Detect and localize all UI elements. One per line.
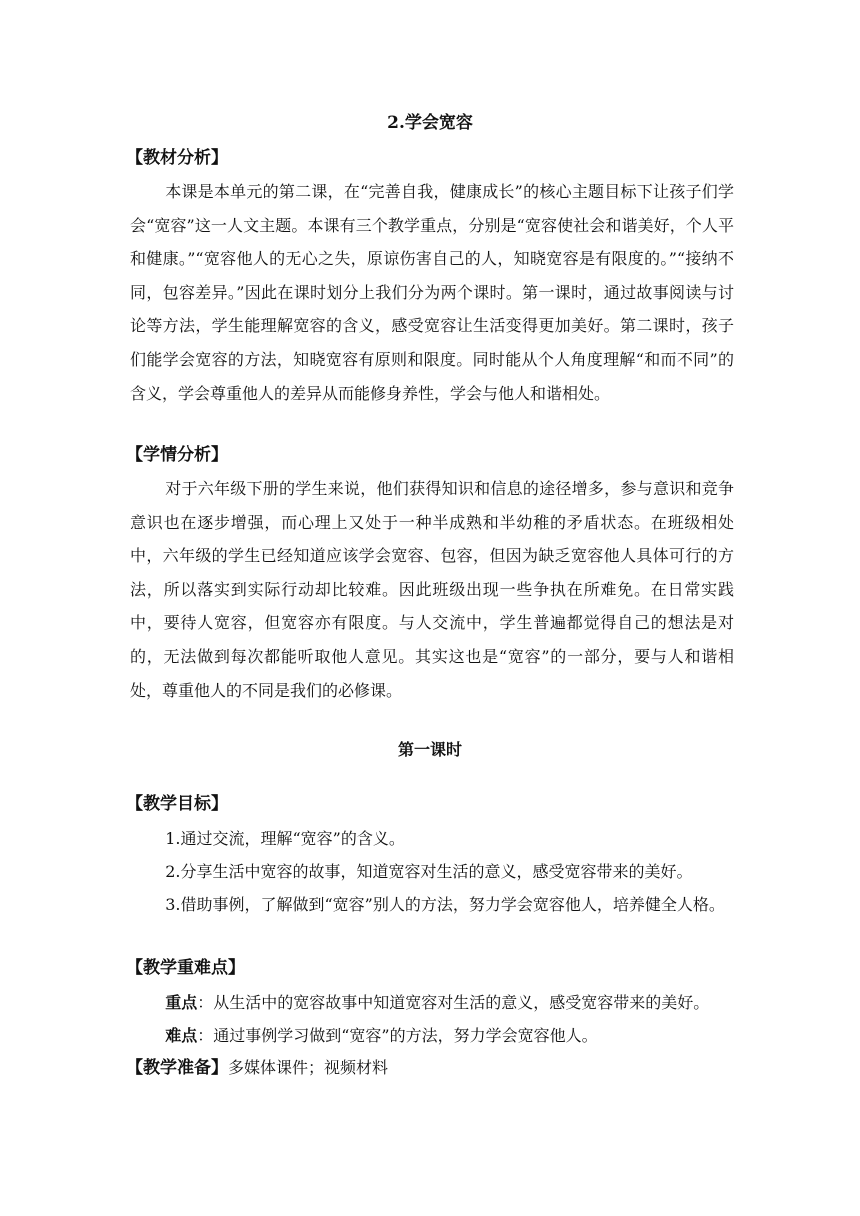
student-analysis-text: 对于六年级下册的学生来说，他们获得知识和信息的途径增多，参与意识和竞争意识也在逐步增强，而心理上又处于一种半成熟和半幼稚的矛盾状态。在班级相处中，六年级的学生已经知道应该学会宽容、包容，但因为缺乏宽容他人具体可行的方法，所以落实到实际行动却比较难。因此班级出现一些争执在所难免。在日常实践中，要待人宽容，但宽容亦有限度。与人交流中，学生普遍都觉得自己的想法是对的，无法做到每次都能听取他人意见。其实这也是“宽容”的一部分，要与人和谐相处，尊重他人的不同是我们的必修课。 bbox=[130, 479, 734, 700]
objectives-heading: 【教学目标】 bbox=[126, 794, 228, 814]
lesson-title: 第一课时 bbox=[397, 740, 462, 759]
preparation-heading: 【教学准备】 bbox=[126, 1058, 228, 1078]
focus-text: ：从生活中的宽容故事中知道宽容对生活的意义，感受宽容带来的美好。 bbox=[197, 993, 710, 1012]
focus-label: 重点 bbox=[165, 993, 198, 1012]
material-analysis-heading: 【教材分析】 bbox=[126, 148, 228, 168]
difficulty-label: 难点 bbox=[165, 1026, 198, 1045]
objective-item-2: 2.分享生活中宽容的故事，知道宽容对生活的意义，感受宽容带来的美好。 bbox=[165, 862, 693, 881]
preparation-text: 多媒体课件；视频材料 bbox=[228, 1058, 389, 1077]
difficulty-text: ：通过事例学习做到“宽容”的方法，努力学会宽容他人。 bbox=[197, 1026, 598, 1045]
student-analysis-heading: 【学情分析】 bbox=[126, 445, 228, 465]
key-point-focus bbox=[130, 986, 734, 1019]
preparation-line bbox=[126, 1053, 388, 1083]
page-title: 2.学会宽容 bbox=[387, 113, 473, 133]
key-point-difficulty bbox=[130, 1019, 734, 1052]
material-analysis-text: 本课是本单元的第二课，在“完善自我，健康成长”的核心主题目标下让孩子们学会“宽容”这一人文主题。本课有三个教学重点，分别是“宽容使社会和谐美好，个人平和健康。”“宽容他人的无心之失，原谅伤害自己的人，知晓宽容是有限度的。”“接纳不同，包容差异。”因此在课时划分上我们分为两个课时。第一课时，通过故事阅读与讨论等方法，学生能理解宽容的含义，感受宽容让生活变得更加美好。第二课时，孩子们能学会宽容的方法，知晓宽容有原则和限度。同时能从个人角度理解“和而不同”的含义，学会尊重他人的差异从而能修身养性，学会与他人和谐相处。 bbox=[130, 182, 734, 403]
key-points-heading: 【教学重难点】 bbox=[126, 958, 245, 978]
objective-item-1: 1.通过交流，理解“宽容”的含义。 bbox=[165, 829, 405, 848]
objective-item-3: 3.借助事例，了解做到“宽容”别人的方法，努力学会宽容他人，培养健全人格。 bbox=[165, 895, 725, 914]
